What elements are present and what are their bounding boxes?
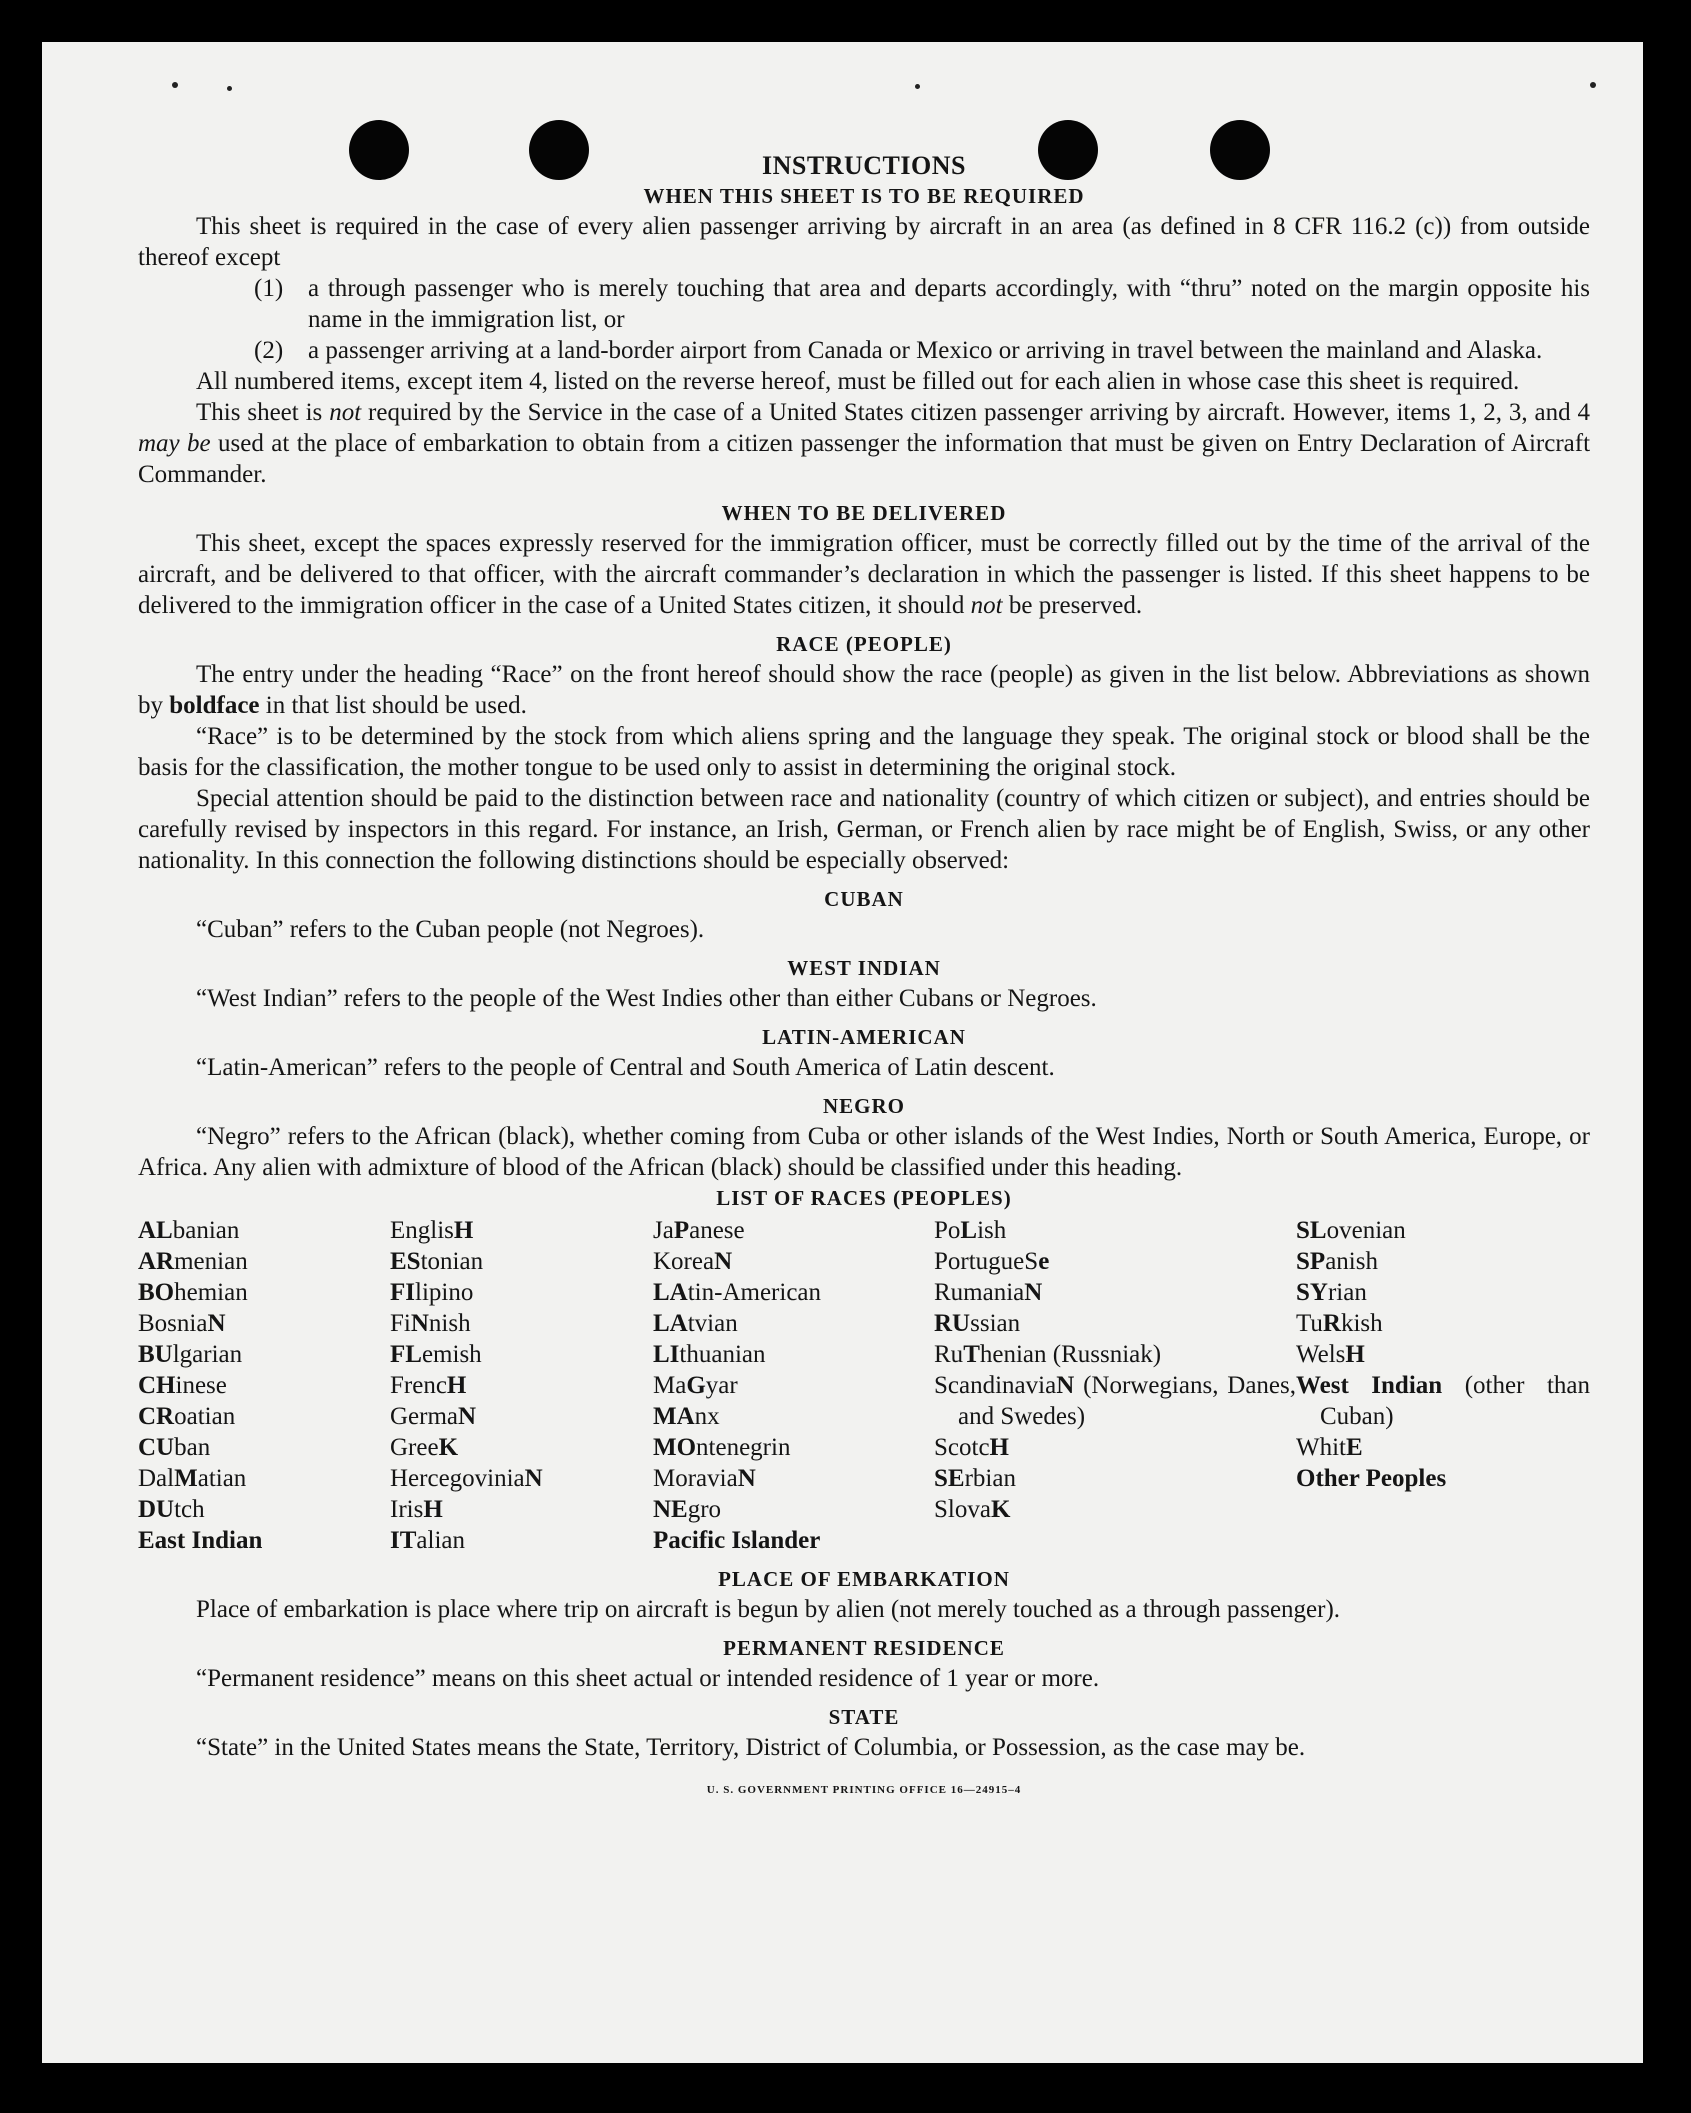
race-entry: SPanish [1296,1248,1378,1275]
race-entry: BosniaN [138,1310,226,1337]
race-entry: East Indian [138,1527,263,1554]
heading-west-indian: WEST INDIAN [787,956,941,980]
race-entry: DUtch [138,1496,205,1523]
paragraph-race-stock: “Race” is to be determined by the stock from which aliens spring and the language they speak. The original stock or blood shall be the basis for the classification, the mother tongue to be used only to assist in determining the original stock. [138,723,1590,781]
race-entry: SErbian [934,1465,1016,1492]
race-entry: West Indian (other than Cuban) [1296,1372,1590,1430]
race-entry: FiNnish [390,1310,471,1337]
paragraph-residence: “Permanent residence” means on this sheet actual or intended residence of 1 year or more. [196,1665,1100,1692]
heading-negro: NEGRO [822,1094,905,1118]
race-entry: FLemish [390,1341,482,1368]
race-entry: MoraviaN [653,1465,756,1492]
heading-embarkation: PLACE OF EMBARKATION [718,1567,1010,1591]
race-list [138,1215,1590,1556]
race-entry: LIthuanian [653,1341,766,1368]
race-entry: RUssian [934,1310,1021,1337]
race-entry: WhitE [1296,1434,1363,1461]
race-entry: RumaniaN [934,1279,1043,1306]
race-column [934,1215,1296,1556]
exception-item [254,273,1590,335]
paragraph-citizen: This sheet is not required by the Service in the case of a United States citizen passenger arriving by aircraft. However, items 1, 2, 3, and 4 may be used at the place of embarkation to obtain from a citizen passenger the information that must be given on Entry Declaration of Aircraft Commander. [138,399,1591,488]
race-entry: EnglisH [390,1217,474,1244]
heading-cuban: CUBAN [824,887,904,911]
race-entry: RuThenian (Russniak) [934,1341,1162,1368]
race-column [1296,1215,1590,1556]
race-entry: NEgro [653,1496,722,1523]
race-column [653,1215,934,1556]
exception-text: a through passenger who is merely touching that area and departs accordingly, with “thru” noted on the margin opposite his name in the immigration list, or [308,275,1590,333]
race-entry: PoLish [934,1217,1007,1244]
paragraph-west-indian: “West Indian” refers to the people of the West Indies other than either Cubans or Negroes. [196,985,1097,1012]
race-entry: ALbanian [138,1217,240,1244]
race-entry: BOhemian [138,1279,248,1306]
race-column [390,1215,653,1556]
race-entry: ARmenian [138,1248,248,1275]
heading-list-of-races: LIST OF RACES (PEOPLES) [716,1186,1012,1210]
paragraph-delivered: This sheet, except the spaces expressly reserved for the immigration officer, must be correctly filled out by the time of the arrival of the aircraft, and be delivered to that officer, with the aircraft commander’s declaration in which the passenger is listed. If this sheet happens to be delivered to the immigration officer in the case of a United States citizen, it should not be preserved. [138,530,1590,619]
race-entry: ITalian [390,1527,465,1554]
paragraph-cuban: “Cuban” refers to the Cuban people (not Negroes). [196,916,705,943]
race-entry: CRoatian [138,1403,236,1430]
heading-when-delivered: WHEN TO BE DELIVERED [721,501,1007,525]
race-entry: EStonian [390,1248,484,1275]
heading-race: RACE (PEOPLE) [776,632,952,656]
race-entry: Pacific Islander [653,1527,821,1554]
exception-number: (2) [254,337,284,364]
instructions-title: INSTRUCTIONS [762,151,966,180]
race-entry: LAtvian [653,1310,738,1337]
race-entry: MaGyar [653,1372,738,1399]
paragraph-race-entry: The entry under the heading “Race” on the front hereof should show the race (people) as given in the list below. Abbreviations as shown by boldface in that list should be used. [138,661,1590,719]
exception-number: (1) [254,275,284,302]
paragraph-numbered-items: All numbered items, except item 4, listed on the reverse hereof, must be filled out for each alien in whose case this sheet is required. [196,368,1520,395]
exception-text: a passenger arriving at a land-border airport from Canada or Mexico or arriving in travel between the mainland and Alaska. [308,337,1543,364]
race-entry: ScotcH [934,1434,1009,1461]
race-entry: PortugueSe [934,1248,1050,1275]
race-entry: CUban [138,1434,211,1461]
race-entry: SlovaK [934,1496,1011,1523]
race-entry: LAtin-American [653,1279,822,1306]
race-entry: BUlgarian [138,1341,243,1368]
paragraph-embarkation: Place of embarkation is place where trip on aircraft is begun by alien (not merely touched as a through passenger). [196,1596,1341,1623]
heading-when-required: WHEN THIS SHEET IS TO BE REQUIRED [643,184,1085,208]
race-entry: GreeK [390,1434,459,1461]
paragraph-state: “State” in the United States means the State, Territory, District of Columbia, or Possession, as the case may be. [196,1734,1306,1761]
form-sheet [42,42,1643,2063]
speck [227,86,232,91]
heading-state: STATE [828,1705,900,1729]
race-entry: IrisH [390,1496,443,1523]
race-entry: GermaN [390,1403,477,1430]
race-entry: KoreaN [653,1248,733,1275]
race-entry: SLovenian [1296,1217,1406,1244]
paragraph-race-nationality: Special attention should be paid to the distinction between race and nationality (country of which citizen or subject), and entries should be carefully revised by inspectors in this regard. For instance, an Irish, German, or French alien by race might be of English, Swiss, or any other nationality. In this connection the following distinctions should be especially observed: [138,785,1590,874]
paragraph-negro: “Negro” refers to the African (black), whether coming from Cuba or other islands of the West Indies, North or South America, Europe, or Africa. Any alien with admixture of blood of the African (black) should be classified under this heading. [138,1123,1590,1181]
heading-residence: PERMANENT RESIDENCE [723,1636,1005,1660]
printer-imprint: U. S. GOVERNMENT PRINTING OFFICE 16—24915–4 [706,1784,1022,1796]
exception-item [254,335,1590,366]
instructions-body [138,150,1590,1806]
speck [172,82,178,88]
race-column [138,1215,390,1556]
race-entry: ScandinaviaN (Norwegians, Danes, and Swedes) [934,1372,1296,1430]
race-entry: CHinese [138,1372,227,1399]
race-entry: FIlipino [390,1279,474,1306]
race-entry: HercegoviniaN [390,1465,543,1492]
race-entry: FrencH [390,1372,467,1399]
race-entry: TuRkish [1296,1310,1383,1337]
race-entry: SYrian [1296,1279,1367,1306]
speck [1590,82,1596,88]
heading-latin-american: LATIN-AMERICAN [762,1025,966,1049]
race-entry: Other Peoples [1296,1465,1447,1492]
speck [915,84,920,89]
paragraph-latin-american: “Latin-American” refers to the people of Central and South America of Latin descent. [196,1054,1055,1081]
paragraph-required: This sheet is required in the case of every alien passenger arriving by aircraft in an area (as defined in 8 CFR 116.2 (c)) from outside thereof except [138,213,1590,271]
race-entry: WelsH [1296,1341,1365,1368]
race-entry: MOntenegrin [653,1434,791,1461]
race-entry: DalMatian [138,1465,247,1492]
race-entry: MAnx [653,1403,720,1430]
race-entry: JaPanese [653,1217,745,1244]
